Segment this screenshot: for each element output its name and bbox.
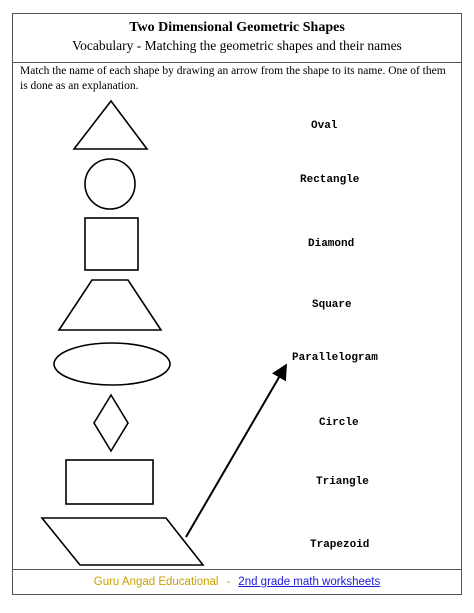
- trapezoid-shape: [59, 280, 161, 330]
- instructions-text: Match the name of each shape by drawing an arrow from the shape to its name. One of them is done as an explanation.: [20, 65, 446, 92]
- rectangle-shape: [66, 460, 153, 504]
- square-shape: [85, 218, 138, 270]
- oval-shape: [54, 343, 170, 385]
- worksheet-title: Two Dimensional Geometric Shapes: [129, 20, 345, 35]
- word-trapezoid: Trapezoid: [310, 539, 370, 551]
- word-oval: Oval: [311, 120, 338, 132]
- diamond-shape: [94, 395, 128, 451]
- parallelogram-shape: [42, 518, 203, 565]
- circle-shape: [85, 159, 135, 209]
- triangle-shape: [74, 101, 147, 149]
- word-circle: Circle: [319, 417, 359, 429]
- worksheet-footer: [12, 569, 462, 595]
- word-square: Square: [312, 299, 352, 311]
- word-diamond: Diamond: [308, 238, 355, 250]
- example-arrow: [186, 367, 285, 537]
- footer-separator: -: [226, 576, 231, 588]
- footer-publisher: Guru Angad Educational: [93, 576, 219, 588]
- word-rectangle: Rectangle: [300, 174, 360, 186]
- word-triangle: Triangle: [316, 476, 369, 488]
- word-parallelogram: Parallelogram: [292, 352, 378, 364]
- worksheet-subtitle: Vocabulary - Matching the geometric shapes and their names: [72, 38, 402, 53]
- footer-worksheets-link[interactable]: 2nd grade math worksheets: [238, 576, 381, 588]
